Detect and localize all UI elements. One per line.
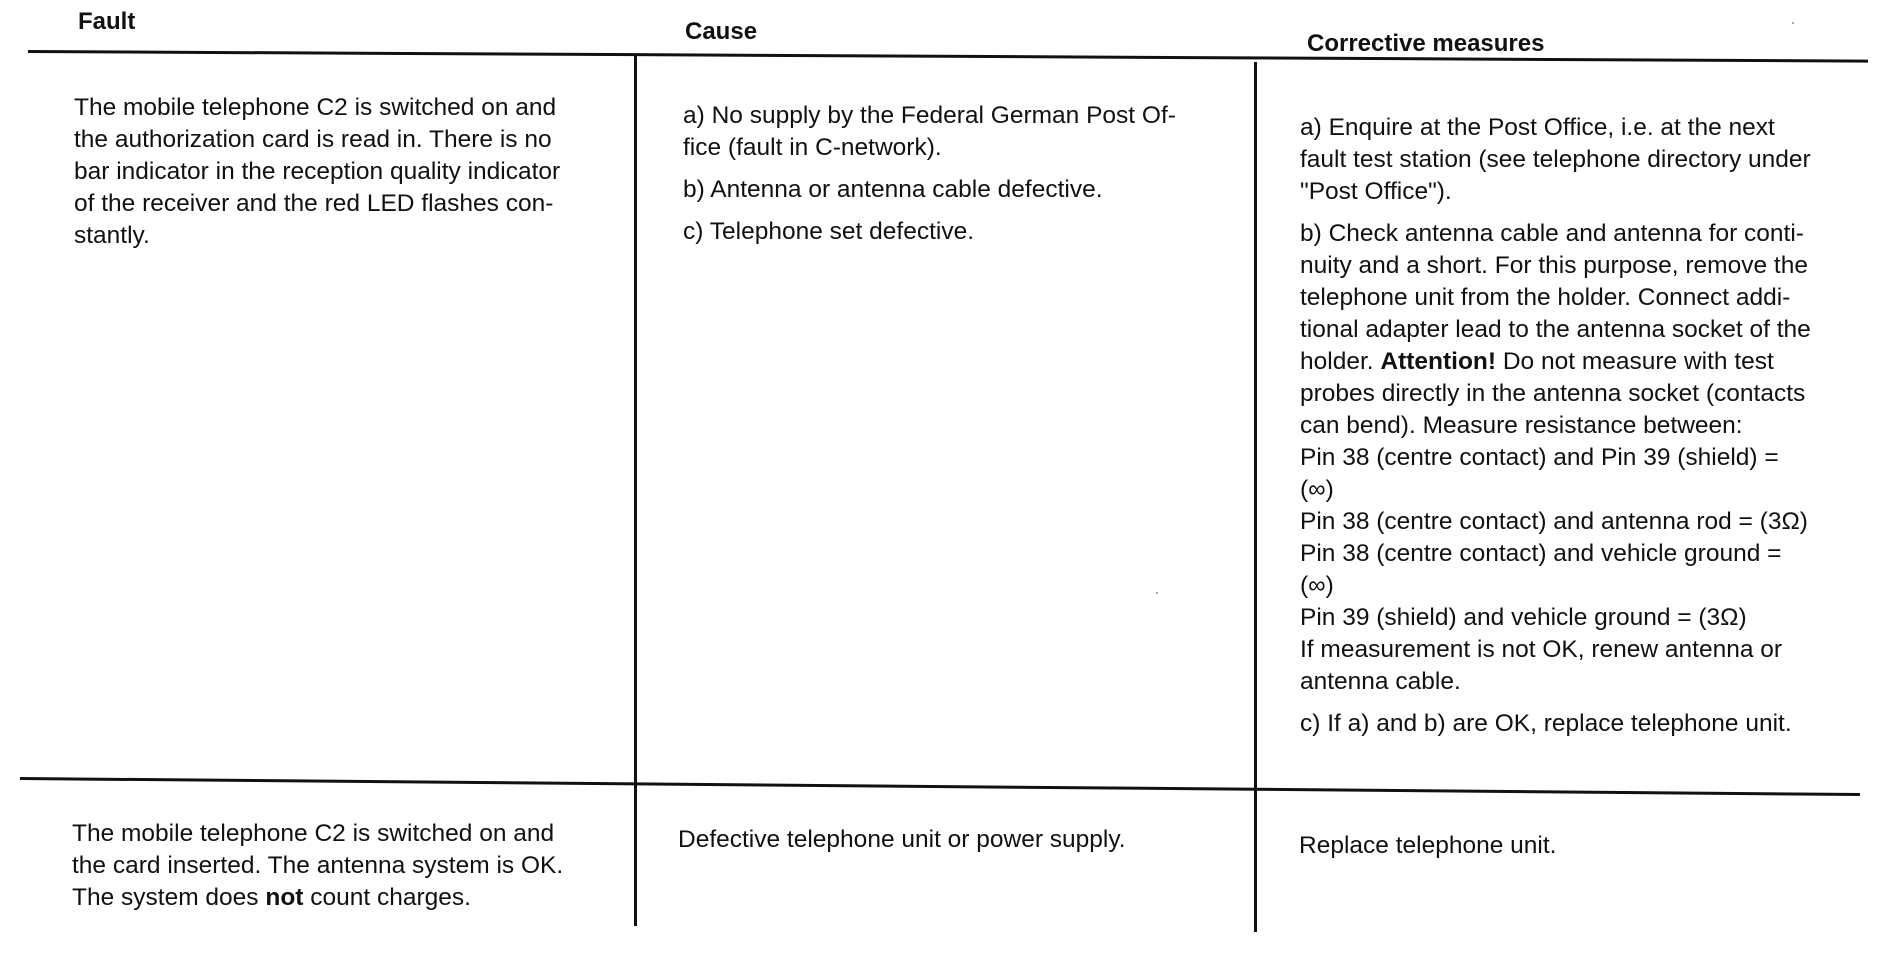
row1-corrective-text: [1300, 112, 1870, 740]
column-divider-1: [634, 56, 637, 926]
not-emphasis: not: [265, 884, 304, 911]
corrective-b-line: If measurement is not OK, renew antenna or: [1300, 636, 1783, 663]
corrective-b-line: (∞): [1300, 476, 1334, 503]
corrective-b-line: tional adapter lead to the antenna socket of the: [1300, 316, 1811, 343]
cause-a-line: fice (fault in C-network).: [683, 134, 942, 161]
corrective-b-line: Pin 38 (centre contact) and vehicle ground =: [1300, 540, 1782, 567]
row1-fault-line: bar indicator in the reception quality indicator: [74, 158, 561, 185]
corrective-b-line: b) Check antenna cable and antenna for conti-: [1300, 220, 1804, 247]
header-cause: Cause: [685, 18, 758, 45]
scan-speck: [1792, 22, 1794, 24]
corrective-item-c: c) If a) and b) are OK, replace telephone unit.: [1300, 710, 1792, 737]
corrective-b-line: (∞): [1300, 572, 1334, 599]
header-fault: Fault: [78, 8, 136, 35]
cause-item-a: [683, 100, 1243, 164]
attention-text: Do not measure with test: [1502, 348, 1774, 375]
row1-fault-line: stantly.: [74, 222, 150, 249]
column-divider-2: [1254, 62, 1257, 932]
header-corrective: Corrective measures: [1307, 30, 1545, 57]
row1-fault-line: of the receiver and the red LED flashes con-: [74, 190, 554, 217]
row-separator: [20, 777, 1860, 796]
corrective-a-line: "Post Office").: [1300, 178, 1452, 205]
row2-fault-post: count charges.: [310, 884, 471, 911]
cause-item-c: c) Telephone set defective.: [683, 218, 975, 245]
corrective-b-line: telephone unit from the holder. Connect addi-: [1300, 284, 1791, 311]
scan-speck: [1156, 592, 1158, 594]
row1-fault-text: [74, 92, 614, 252]
corrective-b-line: nuity and a short. For this purpose, remove the: [1300, 252, 1808, 279]
corrective-b-line: Pin 39 (shield) and vehicle ground = (3Ω): [1300, 604, 1747, 631]
row2-fault-pre: The system does: [72, 884, 259, 911]
cause-item-b: b) Antenna or antenna cable defective.: [683, 176, 1103, 203]
cause-a-line: a) No supply by the Federal German Post Of-: [683, 102, 1176, 129]
corrective-b-line: Pin 38 (centre contact) and Pin 39 (shield) =: [1300, 444, 1779, 471]
row1-fault-line: the authorization card is read in. There is no: [74, 126, 552, 153]
row2-fault-line: [72, 882, 632, 914]
corrective-item-a: [1300, 112, 1870, 208]
row1-cause-text: [683, 100, 1243, 258]
corrective-b-line: can bend). Measure resistance between:: [1300, 412, 1743, 439]
corrective-item-b: [1300, 218, 1870, 698]
row2-fault-line: the card inserted. The antenna system is OK.: [72, 852, 564, 879]
corrective-b-attention-line: [1300, 346, 1870, 378]
header-rule: [28, 50, 1868, 63]
row2-cause-text: Defective telephone unit or power supply.: [678, 826, 1126, 853]
row1-fault-line: The mobile telephone C2 is switched on and: [74, 94, 557, 121]
corrective-a-line: fault test station (see telephone directory under: [1300, 146, 1811, 173]
corrective-b-line: antenna cable.: [1300, 668, 1461, 695]
corrective-a-line: a) Enquire at the Post Office, i.e. at the next: [1300, 114, 1775, 141]
corrective-b-line: Pin 38 (centre contact) and antenna rod = (3Ω): [1300, 508, 1808, 535]
row2-fault-line: The mobile telephone C2 is switched on and: [72, 820, 555, 847]
row2-fault-text: [72, 818, 632, 914]
row2-corrective-text: Replace telephone unit.: [1299, 832, 1557, 859]
corrective-b-line: probes directly in the antenna socket (contacts: [1300, 380, 1806, 407]
holder-text: holder.: [1300, 348, 1374, 375]
attention-label: Attention!: [1380, 348, 1497, 375]
